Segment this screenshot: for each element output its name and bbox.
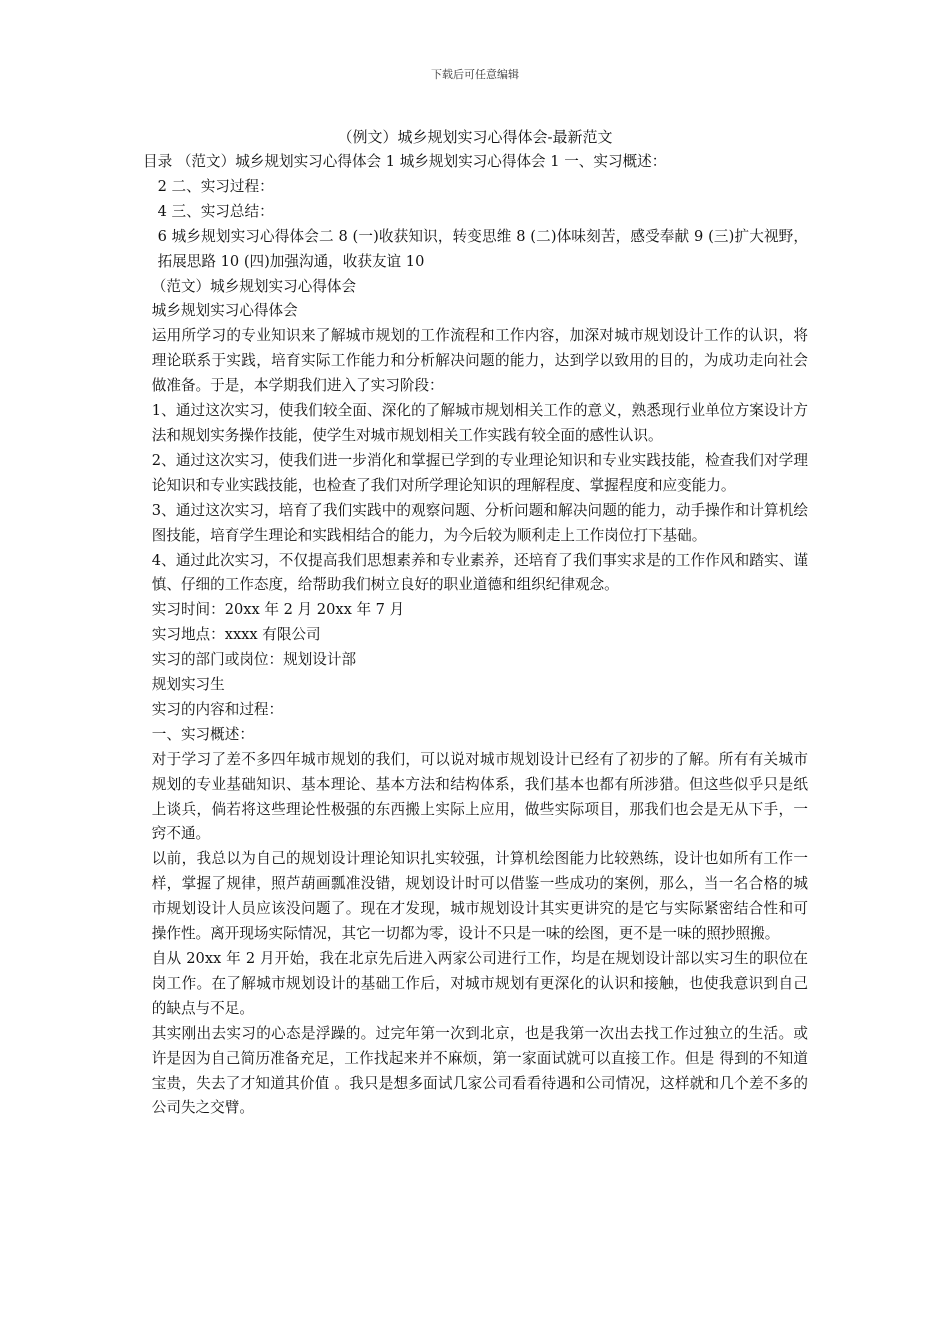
document-body (143, 150, 808, 1121)
header-note: 下载后可任意编辑 (431, 68, 519, 81)
toc-line-4: 6 城乡规划实习心得体会二 8 (一)收获知识，转变思维 8 (二)体味刻苦，感受奉献 9 (三)扩大视野，拓展思路 10 (四)加强沟通，收获友谊 10 (157, 227, 808, 270)
internship-content-heading: 实习的内容和过程： (151, 700, 284, 718)
paragraph-overview-1: 对于学习了差不多四年城市规划的我们，可以说对城市规划设计已经有了初步的了解。所有有关城市规划的专业基础知识、基本理论、基本方法和结构体系，我们基本也都有所涉猎。但这些似乎只是纸上谈兵，倘若将这些理论性极强的东西搬上实际上应用，做些实际项目，那我们也会是无从下手，一窍不通。 (151, 750, 808, 843)
toc-line-3: 4 三、实习总结： (157, 202, 274, 220)
overview-heading: 一、实习概述： (151, 725, 254, 743)
internship-role: 规划实习生 (151, 676, 225, 694)
paragraph-overview-3: 自从 20xx 年 2 月开始，我在北京先后进入两家公司进行工作，均是在规划设计部以实习生的职位在岗工作。在了解城市规划设计的基础工作后，对城市规划有更深化的认识和接触，也使我意识到自己的缺点与不足。 (151, 950, 808, 1017)
paragraph-item-3: 3、通过这次实习，培育了我们实践中的观察问题、分析问题和解决问题的能力，动手操作和计算机绘图技能，培育学生理论和实践相结合的能力，为今后较为顺利走上工作岗位打下基础。 (151, 501, 808, 544)
paragraph-overview-2: 以前，我总以为自己的规划设计理论知识扎实较强，计算机绘图能力比较熟练，设计也如所有工作一样，掌握了规律，照芦葫画瓢准没错，规划设计时可以借鉴一些成功的案例，那么，当一名合格的城市规划设计人员应该没问题了。现在才发现，城市规划设计其实更讲究的是它与实际紧密结合性和可操作性。离开现场实际情况，其它一切都为零，设计不只是一味的绘图，更不是一味的照抄照搬。 (151, 850, 808, 943)
toc-line-1: 目录 （范文）城乡规划实习心得体会 1 城乡规划实习心得体会 1 一、实习概述： (143, 153, 667, 170)
paragraph-item-2: 2、通过这次实习，使我们进一步消化和掌握已学到的专业理论知识和专业实践技能，检查我们对学理论知识和专业实践技能，也检查了我们对所学理论知识的理解程度、掌握程度和应变能力。 (151, 451, 808, 494)
document-title: （例文）城乡规划实习心得体会-最新范文 (337, 128, 613, 146)
section-heading-1: （范文）城乡规划实习心得体会 (151, 277, 357, 295)
toc-line-2: 2 二、实习过程： (157, 177, 274, 195)
internship-department: 实习的部门或岗位：规划设计部 (151, 651, 357, 669)
section-heading-2: 城乡规划实习心得体会 (151, 302, 298, 320)
paragraph-overview-4: 其实刚出去实习的心态是浮躁的。过完年第一次到北京，也是我第一次出去找工作过独立的生活。或许是因为自己简历准备充足，工作找起来并不麻烦，第一家面试就可以直接工作。但是 得到的不知道宝贵，失去了才知道其价值 。我只是想多面试几家公司看看待遇和公司情况，这样就和几个差不多的公司失之交臂。 (151, 1024, 808, 1117)
paragraph-item-4: 4、通过此次实习，不仅提高我们思想素养和专业素养，还培育了我们事实求是的工作作风和踏实、谨慎、仔细的工作态度，给帮助我们树立良好的职业道德和组织纪律观念。 (151, 551, 808, 594)
paragraph-intro: 运用所学习的专业知识来了解城市规划的工作流程和工作内容，加深对城市规划设计工作的认识，将理论联系于实践，培育实际工作能力和分析解决问题的能力，达到学以致用的目的，为成功走向社会做准备。于是，本学期我们进入了实习阶段： (151, 327, 808, 395)
internship-location: 实习地点：xxxx 有限公司 (151, 626, 321, 644)
paragraph-item-1: 1、通过这次实习，使我们较全面、深化的了解城市规划相关工作的意义，熟悉现行业单位方案设计方法和规划实务操作技能，使学生对城市规划相关工作实践有较全面的感性认识。 (151, 402, 808, 444)
internship-time: 实习时间：20xx 年 2 月 20xx 年 7 月 (151, 601, 405, 619)
